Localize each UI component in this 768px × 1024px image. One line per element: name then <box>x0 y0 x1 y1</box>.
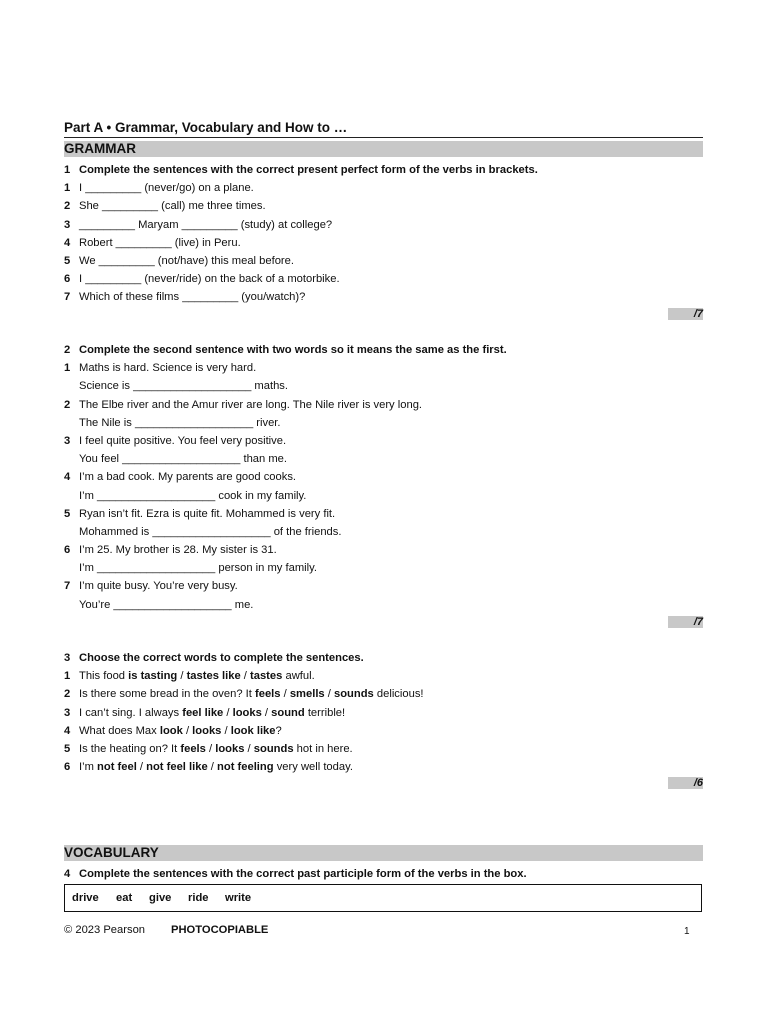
list-item-answer: Science is ___________________ maths. <box>79 380 288 393</box>
box-word: drive <box>72 892 99 904</box>
exercise-3-score: /6 <box>668 777 703 789</box>
exercise-1 <box>64 161 704 307</box>
box-word: write <box>225 892 252 904</box>
list-item: 1 This food is tasting / tastes like / tastes awful. <box>64 670 315 683</box>
list-item: 2 The Elbe river and the Amur river are long. The Nile river is very long. <box>64 398 423 411</box>
list-item-answer: I’m ___________________ person in my family. <box>79 562 317 575</box>
box-word: eat <box>116 892 133 904</box>
list-item: 4 Robert _________ (live) in Peru. <box>64 236 241 249</box>
list-item: 1 I _________ (never/go) on a plane. <box>64 182 254 195</box>
list-item-answer: You feel ___________________ than me. <box>79 453 287 466</box>
list-item: 6 I’m not feel / not feel like / not feeling very well today. <box>64 761 353 774</box>
list-item: 1 Maths is hard. Science is very hard. <box>64 362 257 375</box>
list-item-answer: Mohammed is ___________________ of the friends. <box>79 525 342 538</box>
list-item-answer: You’re ___________________ me. <box>79 598 254 611</box>
box-word: give <box>149 892 172 904</box>
list-item: 5 Ryan isn’t fit. Ezra is quite fit. Mohammed is very fit. <box>64 507 336 520</box>
list-item: 7 Which of these films _________ (you/watch)? <box>64 291 306 304</box>
exercise-3 <box>64 649 704 776</box>
exercise-1-score: /7 <box>668 308 703 320</box>
vocabulary-heading: VOCABULARY <box>64 845 703 861</box>
list-item: 6 I _________ (never/ride) on the back of a motorbike. <box>64 273 340 286</box>
exercise-2-score: /7 <box>668 616 703 628</box>
list-item: 7 I’m quite busy. You’re very busy. <box>64 580 238 593</box>
part-title: Part A • Grammar, Vocabulary and How to … <box>64 120 703 138</box>
list-item: 4 I’m a bad cook. My parents are good cooks. <box>64 471 297 484</box>
grammar-heading: GRAMMAR <box>64 141 703 157</box>
exercise-2-instruction: 2 Complete the second sentence with two words so it means the same as the first. <box>64 344 507 356</box>
exercise-1-instruction: 1 Complete the sentences with the correct present perfect form of the verbs in brackets. <box>64 164 538 176</box>
list-item: 5 We _________ (not/have) this meal before. <box>64 254 294 267</box>
list-item-answer: The Nile is ___________________ river. <box>79 416 281 429</box>
list-item: 6 I’m 25. My brother is 28. My sister is 31. <box>64 544 277 557</box>
page-number: 1 <box>684 926 690 937</box>
copyright: © 2023 Pearson <box>64 924 146 936</box>
exercise-4-instruction: 4 Complete the sentences with the correct past participle form of the verbs in the box. <box>64 868 527 880</box>
exercise-2 <box>64 341 704 614</box>
box-word: ride <box>188 892 209 904</box>
list-item: 4 What does Max look / looks / look like? <box>64 724 282 737</box>
word-box <box>64 884 702 912</box>
list-item: 3 _________ Maryam _________ (study) at college? <box>64 218 333 231</box>
list-item: 3 I can’t sing. I always feel like / looks / sound terrible! <box>64 706 346 719</box>
exercise-3-instruction: 3 Choose the correct words to complete the sentences. <box>64 652 364 664</box>
list-item: 2 Is there some bread in the oven? It feels / smells / sounds delicious! <box>64 688 424 701</box>
list-item: 5 Is the heating on? It feels / looks / sounds hot in here. <box>64 742 353 755</box>
list-item-answer: I’m ___________________ cook in my family. <box>79 489 307 502</box>
list-item: 2 She _________ (call) me three times. <box>64 200 266 213</box>
exercise-4 <box>64 865 704 883</box>
list-item: 3 I feel quite positive. You feel very positive. <box>64 434 287 447</box>
photocopiable-label: PHOTOCOPIABLE <box>171 924 269 936</box>
